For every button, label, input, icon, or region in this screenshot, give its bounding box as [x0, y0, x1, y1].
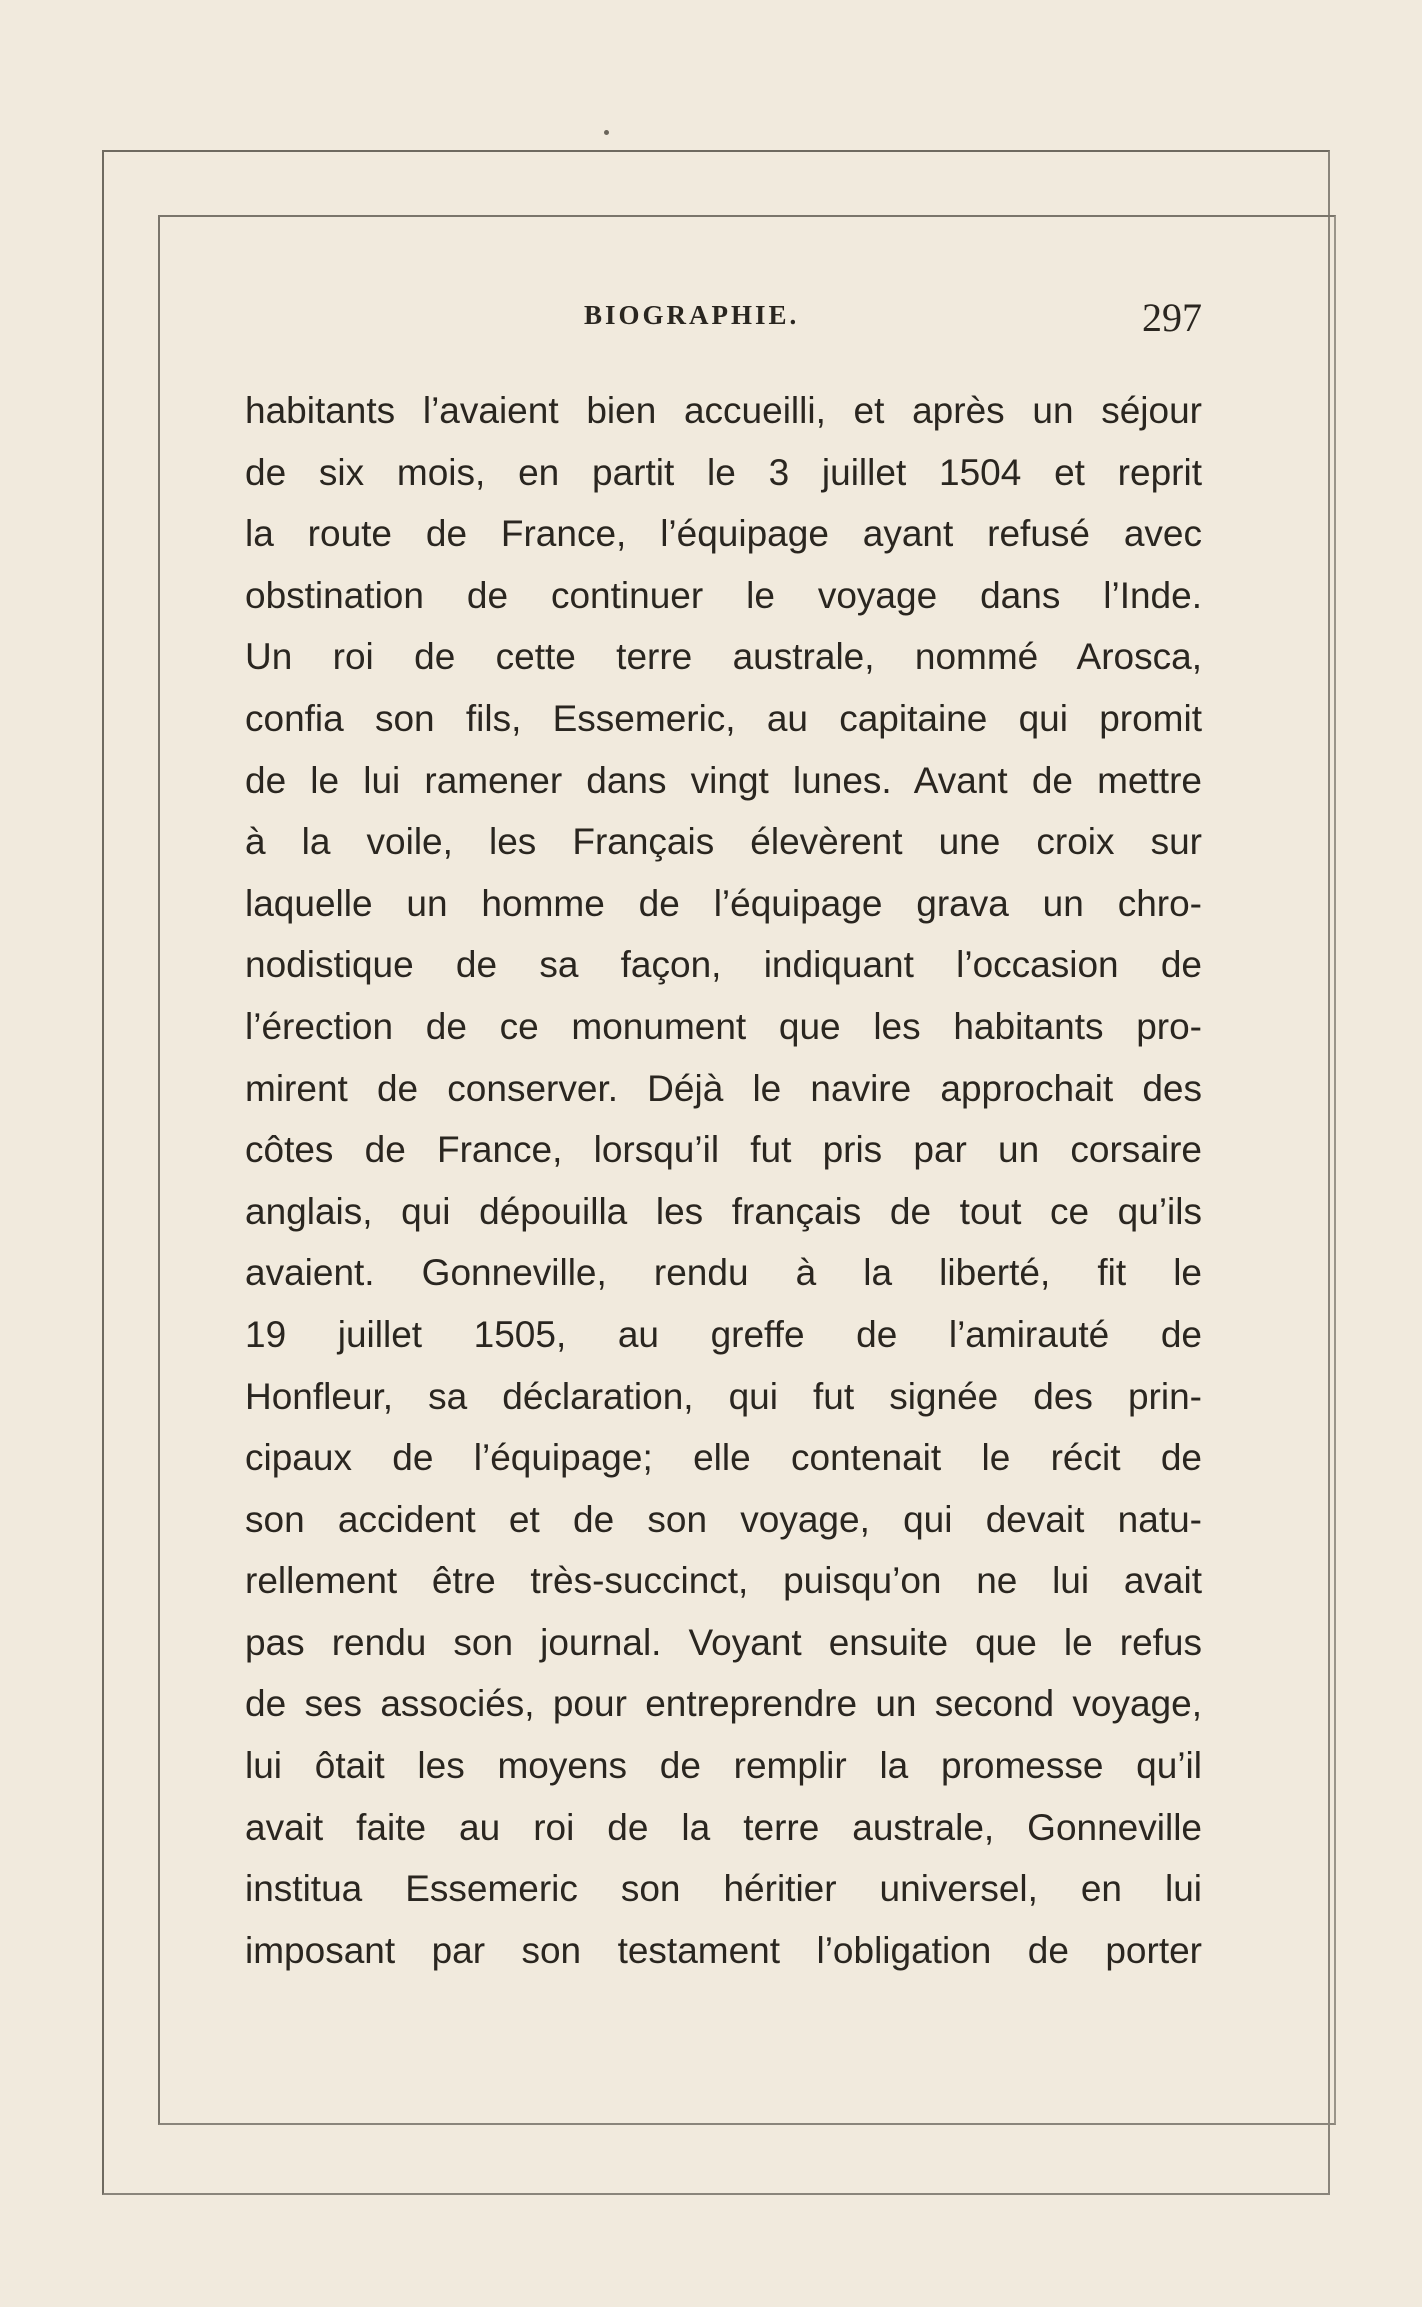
running-title: BIOGRAPHIE.	[584, 300, 800, 330]
text-line: de six mois, en partit le 3 juillet 1504 et reprit	[245, 451, 1202, 493]
text-line: l’érection de ce monument que les habitants pro-	[245, 1005, 1202, 1047]
page-number: 297	[1142, 295, 1202, 340]
ink-dot	[604, 130, 609, 135]
text-line: Un roi de cette terre australe, nommé Arosca,	[245, 636, 1202, 678]
text-line: confia son fils, Essemeric, au capitaine qui promit	[245, 697, 1202, 739]
text-line: mirent de conserver. Déjà le navire approchait des	[245, 1067, 1202, 1109]
text-line: habitants l’avaient bien accueilli, et après un séjour	[245, 390, 1202, 431]
text-line: institua Essemeric son héritier universel, en lui	[245, 1868, 1202, 1910]
body-text	[245, 380, 1202, 1981]
text-line: rellement être très-succinct, puisqu’on ne lui avait	[245, 1560, 1202, 1602]
text-line: lui ôtait les moyens de remplir la promesse qu’il	[245, 1745, 1202, 1787]
text-line: 19 juillet 1505, au greffe de l’amirauté de	[245, 1313, 1202, 1355]
text-line: pas rendu son journal. Voyant ensuite que le refus	[245, 1621, 1202, 1663]
text-line: son accident et de son voyage, qui devait natu-	[245, 1498, 1202, 1540]
text-line: de ses associés, pour entreprendre un second voyage,	[245, 1683, 1202, 1725]
text-line: la route de France, l’équipage ayant refusé avec	[245, 513, 1202, 555]
text-line: Honfleur, sa déclaration, qui fut signée des prin-	[245, 1375, 1202, 1417]
text-line: laquelle un homme de l’équipage grava un chro-	[245, 882, 1202, 924]
text-line: imposant par son testament l’obligation de porter	[245, 1929, 1202, 1971]
running-head	[245, 295, 1202, 350]
text-line: nodistique de sa façon, indiquant l’occasion de	[245, 944, 1202, 986]
text-line: côtes de France, lorsqu’il fut pris par un corsaire	[245, 1129, 1202, 1171]
text-line: obstination de continuer le voyage dans l’Inde.	[245, 574, 1202, 616]
text-line: avait faite au roi de la terre australe, Gonneville	[245, 1806, 1202, 1848]
text-line: anglais, qui dépouilla les français de tout ce qu’ils	[245, 1190, 1202, 1232]
text-line: à la voile, les Français élevèrent une croix sur	[245, 821, 1202, 863]
text-line: de le lui ramener dans vingt lunes. Avant de mettre	[245, 759, 1202, 801]
text-line: cipaux de l’équipage; elle contenait le récit de	[245, 1437, 1202, 1479]
text-line: avaient. Gonneville, rendu à la liberté, fit le	[245, 1252, 1202, 1294]
